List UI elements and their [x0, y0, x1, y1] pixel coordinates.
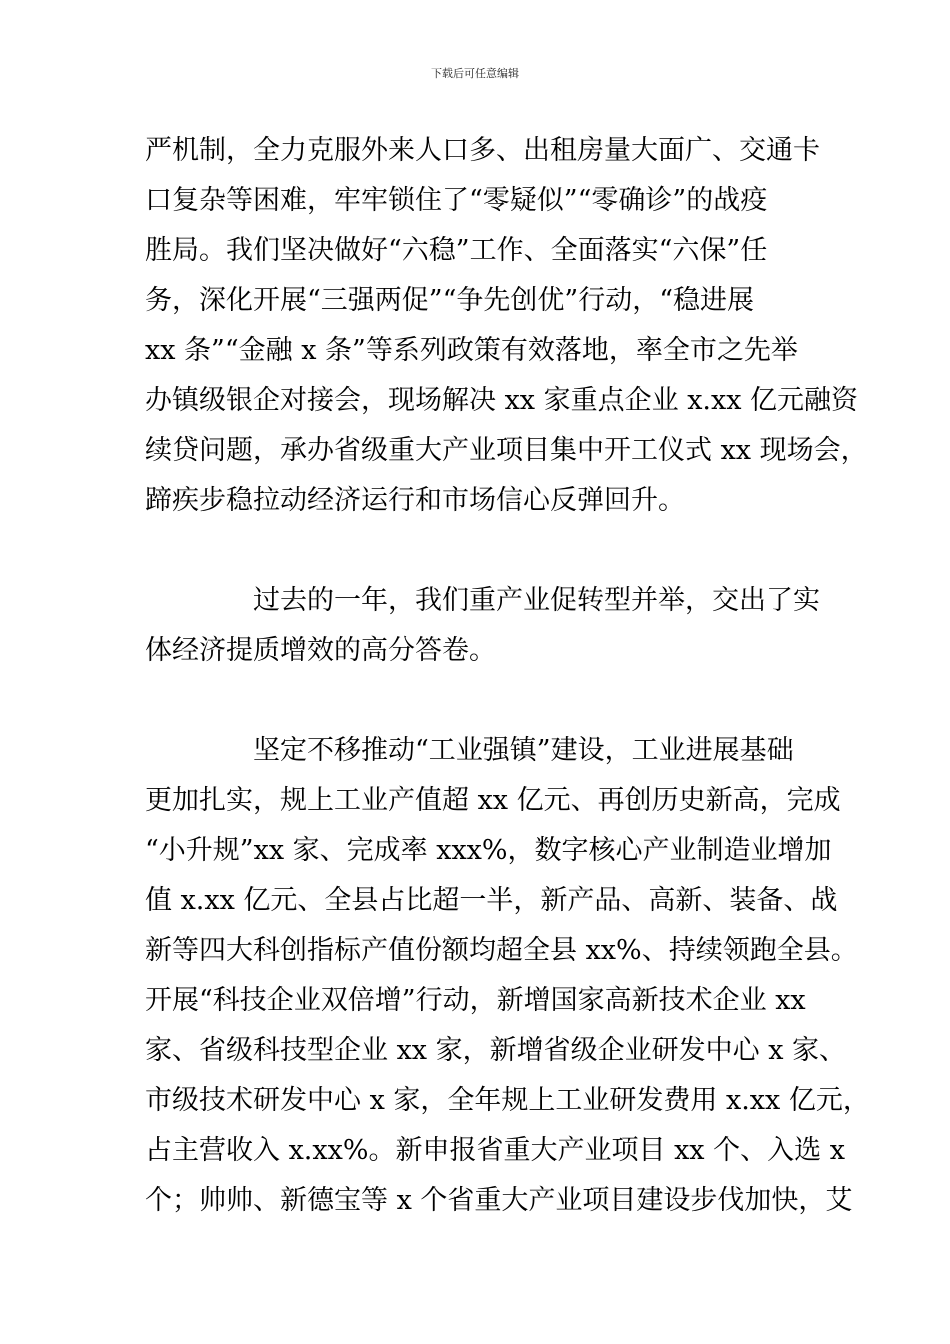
- text-line: 蹄疾步稳拉动经济运行和市场信心反弹回升。: [145, 485, 685, 516]
- text-line: xx 条”“金融 x 条”等系列政策有效落地，率全市之先举: [145, 335, 798, 366]
- text-line: 续贷问题，承办省级重大产业项目集中开工仪式 xx 现场会，: [145, 435, 868, 466]
- text-line: 个；帅帅、新德宝等 x 个省重大产业项目建设步伐加快，艾: [145, 1185, 853, 1216]
- text-line: 务，深化开展“三强两促”“争先创优”行动，“稳进展: [145, 285, 755, 316]
- page-header: 下载后可任意编辑: [431, 67, 519, 80]
- text-line: 严机制，全力克服外来人口多、出租房量大面广、交通卡: [145, 135, 820, 166]
- text-line: 胜局。我们坚决做好“六稳”工作、全面落实“六保”任: [145, 235, 768, 266]
- text-line: 过去的一年，我们重产业促转型并举，交出了实: [253, 585, 820, 616]
- paragraph-spacer: [145, 676, 825, 726]
- text-line: 体经济提质增效的高分答卷。: [145, 635, 496, 666]
- paragraph-2: [145, 576, 825, 676]
- text-line: 开展“科技企业双倍增”行动，新增国家高新技术企业 xx: [145, 985, 806, 1016]
- paragraph-spacer: [145, 526, 825, 576]
- paragraph-3: [145, 726, 870, 1226]
- text-line: 家、省级科技型企业 xx 家，新增省级企业研发中心 x 家、: [145, 1035, 847, 1066]
- text-line: 占主营收入 x.xx%。新申报省重大产业项目 xx 个、入选 x: [145, 1135, 845, 1166]
- text-line: 坚定不移推动“工业强镇”建设，工业进展基础: [253, 735, 794, 766]
- text-line: 更加扎实，规上工业产值超 xx 亿元、再创历史新高，完成: [145, 785, 841, 816]
- text-line: “小升规”xx 家、完成率 xxx%，数字核心产业制造业增加: [145, 835, 832, 866]
- paragraph-1: [145, 126, 868, 526]
- document-body: [145, 126, 870, 1226]
- text-line: 市级技术研发中心 x 家，全年规上工业研发费用 x.xx 亿元，: [145, 1085, 870, 1116]
- text-line: 办镇级银企对接会，现场解决 xx 家重点企业 x.xx 亿元融资: [145, 385, 859, 416]
- text-line: 口复杂等困难，牢牢锁住了“零疑似”“零确诊”的战疫: [145, 185, 768, 216]
- text-line: 值 x.xx 亿元、全县占比超一半，新产品、高新、装备、战: [145, 885, 838, 916]
- text-line: 新等四大科创指标产值份额均超全县 xx%、持续领跑全县。: [145, 935, 858, 966]
